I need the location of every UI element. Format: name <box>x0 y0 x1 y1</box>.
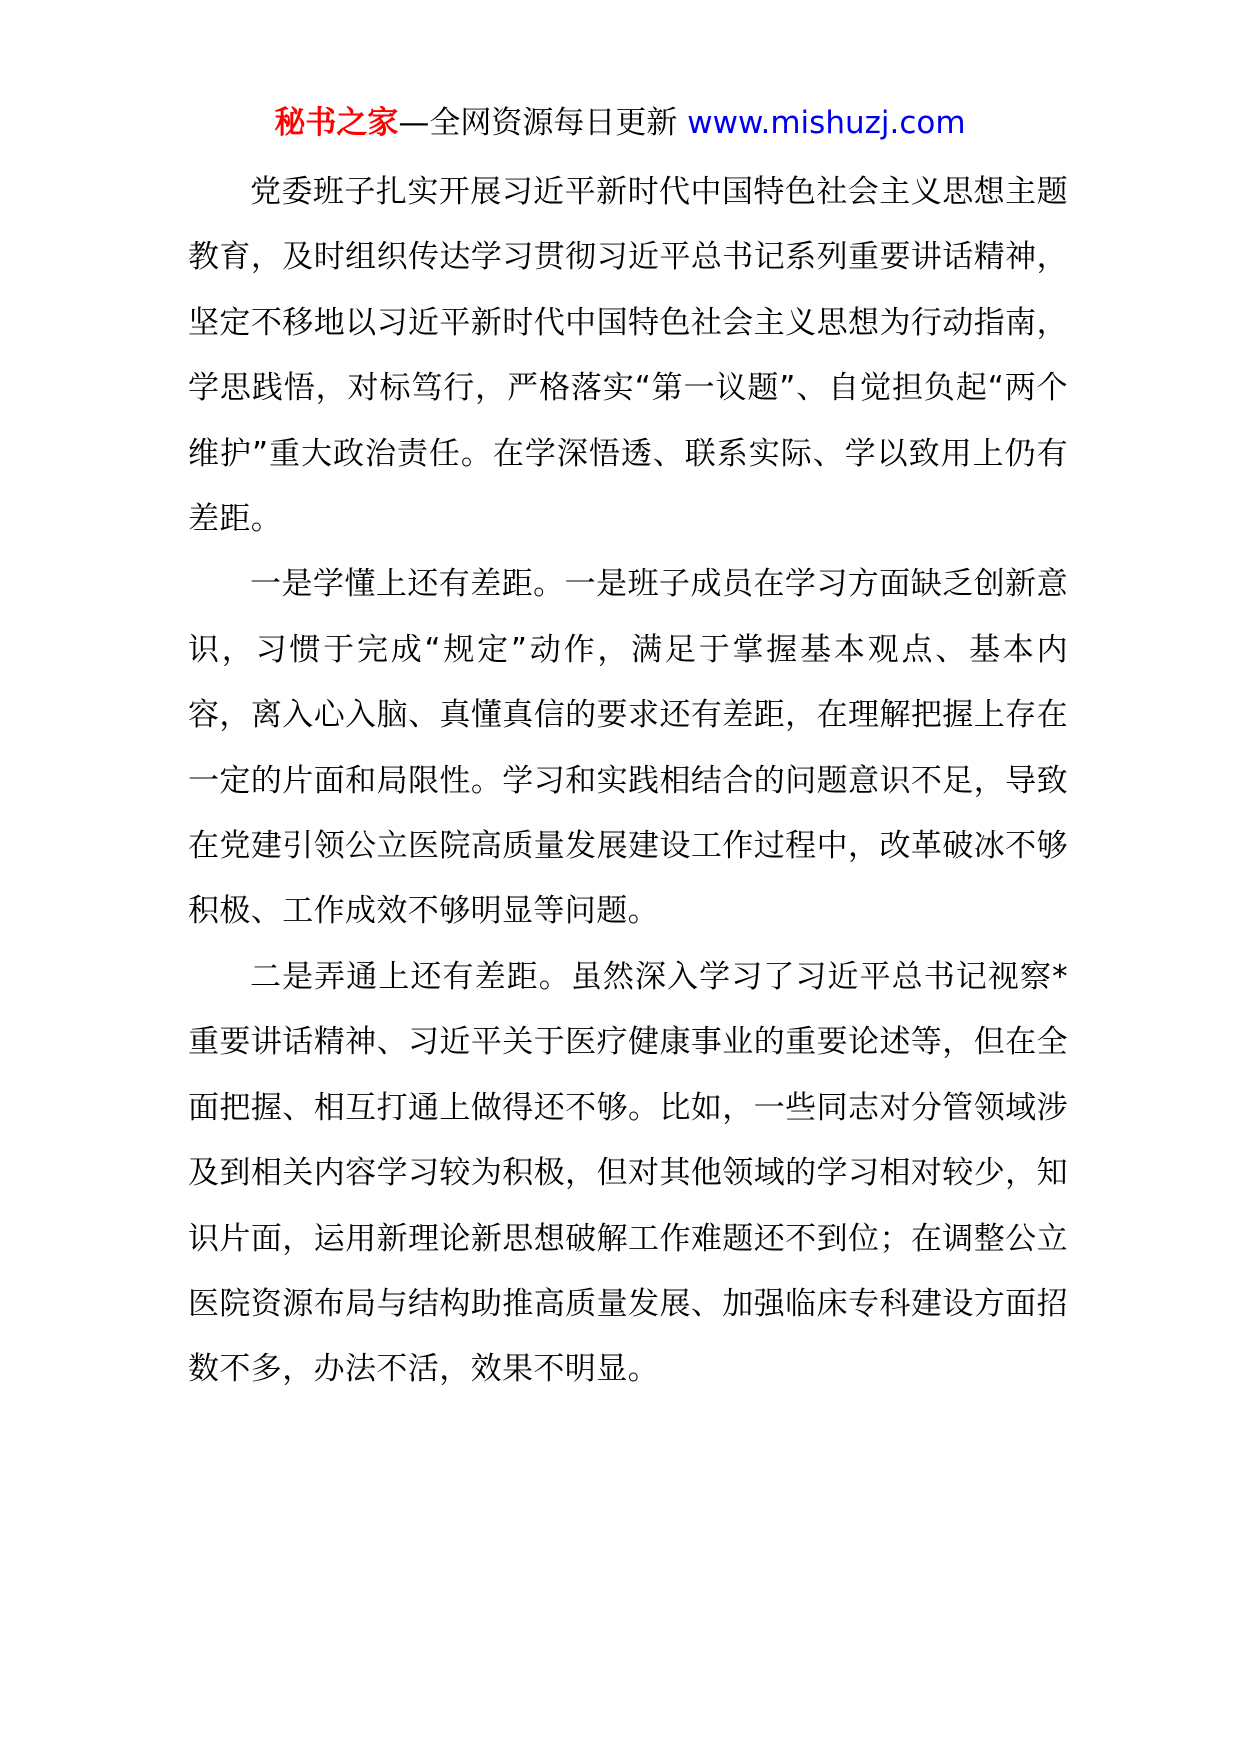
brand-name: 秘书之家 <box>274 105 399 141</box>
paragraph-integration-gap: 二是弄通上还有差距。虽然深入学习了习近平总书记视察*重要讲话精神、习近平关于医疗健康事业的重要论述等，但在全面把握、相互打通上做得还不够。比如，一些同志对分管领域涉及到相关内容学习较为积极，但对其他领域的学习相对较少，知识片面，运用新理论新思想破解工作难题还不到位；在调整公立医院资源布局与结构助推高质量发展、加强临床专科建设方面招数不多，办法不活，效果不明显。 <box>188 958 1068 1388</box>
paragraph-intro: 党委班子扎实开展习近平新时代中国特色社会主义思想主题教育，及时组织传达学习贯彻习近平总书记系列重要讲话精神，坚定不移地以习近平新时代中国特色社会主义思想为行动指南，学思践悟，对标笃行，严格落实“第一议题”、自觉担负起“两个维护”重大政治责任。在学深悟透、联系实际、学以致用上仍有差距。 <box>188 174 1068 538</box>
paragraph-understanding-gap: 一是学懂上还有差距。一是班子成员在学习方面缺乏创新意识，习惯于完成“规定”动作，满足于掌握基本观点、基本内容，离入心入脑、真懂真信的要求还有差距，在理解把握上存在一定的片面和局限性。学习和实践相结合的问题意识不足，导致在党建引领公立医院高质量发展建设工作过程中，改革破冰不够积极、工作成效不够明显等问题。 <box>188 566 1068 930</box>
website-link[interactable]: www.mishuzj.com <box>687 105 966 141</box>
page-header <box>0 101 1240 145</box>
header-slogan: —全网资源每日更新 <box>398 105 688 141</box>
document-body <box>188 160 1068 1403</box>
